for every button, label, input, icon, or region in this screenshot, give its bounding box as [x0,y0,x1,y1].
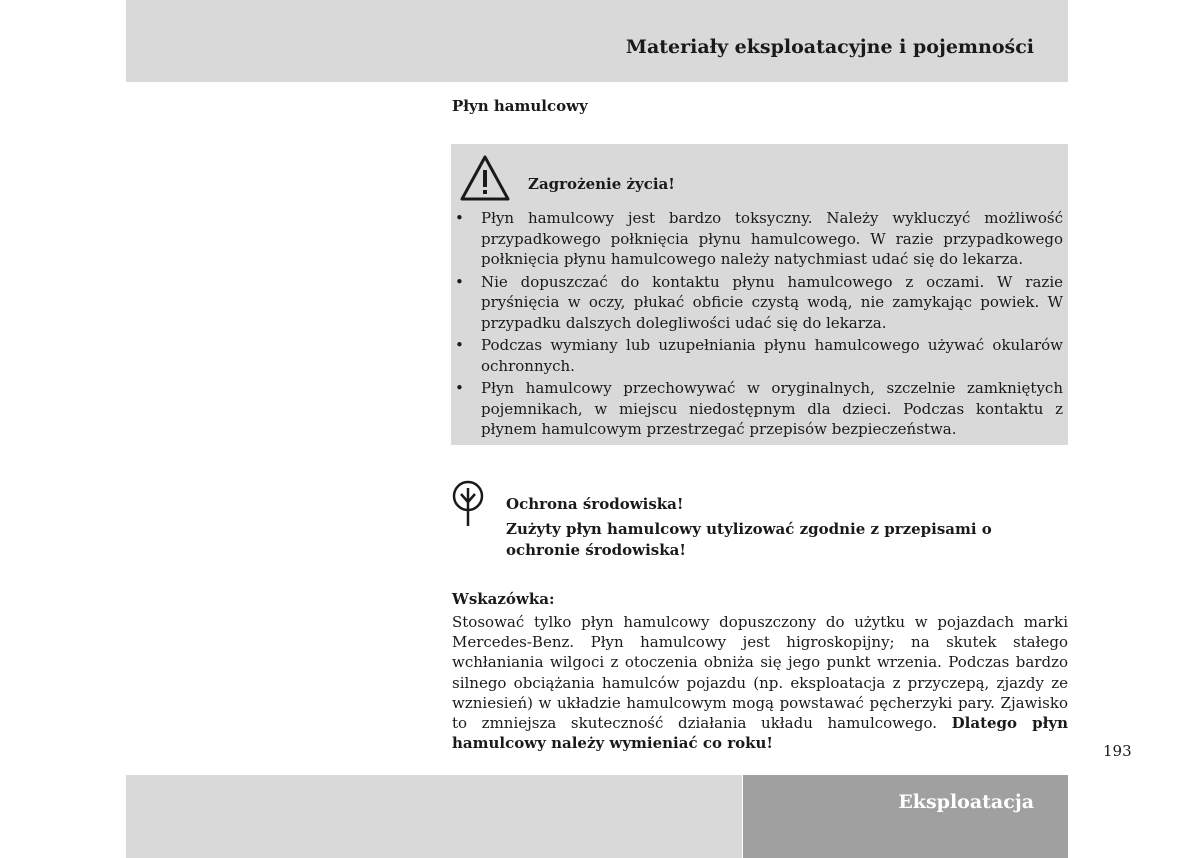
page-header-title: Materiały eksploatacyjne i pojemności [625,36,1034,58]
bullet-icon: • [455,379,464,397]
note-body: Stosować tylko płyn hamulcowy dopuszczony do użytku w pojazdach marki Mercedes-Benz. Płyn hamulcowy jest higroskopijny; na skutek stałego wchłaniania wilgoci z otoczenia obniża się jego punkt wrzenia. Podczas bardzo silnego obciążania hamulców pojazdu (np. eksploatacja z przyczepą, zjazdy ze wzniesień) w układzie hamulcowym mogą powstawać pęcherzyki pary. Zjawisko to zmniejsza skuteczność działania układu hamulcowego. [452,613,1068,733]
warning-list [455,208,1063,442]
page-number: 193 [1103,742,1132,760]
warning-item-text: Nie dopuszczać do kontaktu płynu hamulcowego z oczami. W razie pryśnięcia w oczy, płukać obficie czystą wodą, nie zamykając powiek. W przypadku dalszych dolegliwości udać się do lekarza. [481,272,1063,332]
warning-item [455,272,1063,334]
warning-triangle-icon [459,154,511,202]
header-bar [126,0,1068,82]
warning-item [455,335,1063,376]
warning-item [455,378,1063,440]
warning-box [451,144,1068,445]
bullet-icon: • [455,336,464,354]
footer-bar [126,775,742,858]
warning-item-text: Podczas wymiany lub uzupełniania płynu hamulcowego używać okularów ochronnych. [481,336,1063,375]
footer-section-tab [743,775,1068,858]
environment-heading: Ochrona środowiska! [506,495,684,513]
warning-item-text: Płyn hamulcowy przechowywać w oryginalnych, szczelnie zamkniętych pojemnikach, w miejscu niedostępnym dla dzieci. Podczas kontaktu z płynem hamulcowym przestrzegać przepisów bezpieczeństwa. [481,379,1063,438]
note-emphasis: Dlatego płyn hamulcowy należy wymieniać co roku! [452,714,1068,753]
bullet-icon: • [455,272,464,291]
note-text [452,612,1068,753]
tree-icon [450,480,486,528]
section-title: Płyn hamulcowy [452,97,588,115]
environment-text: Zużyty płyn hamulcowy utylizować zgodnie z przepisami o ochronie środowiska! [506,520,992,559]
warning-heading: Zagrożenie życia! [528,175,675,193]
warning-item [455,208,1063,270]
footer-section-label: Eksploatacja [898,791,1034,813]
note-heading: Wskazówka: [452,590,555,608]
warning-item-text: Płyn hamulcowy jest bardzo toksyczny. Należy wykluczyć możliwość przypadkowego połknięcia płynu hamulcowego. W razie przypadkowego połknięcia płynu hamulcowego należy natychmiast udać się do lekarza. [481,209,1063,268]
bullet-icon: • [455,209,464,227]
